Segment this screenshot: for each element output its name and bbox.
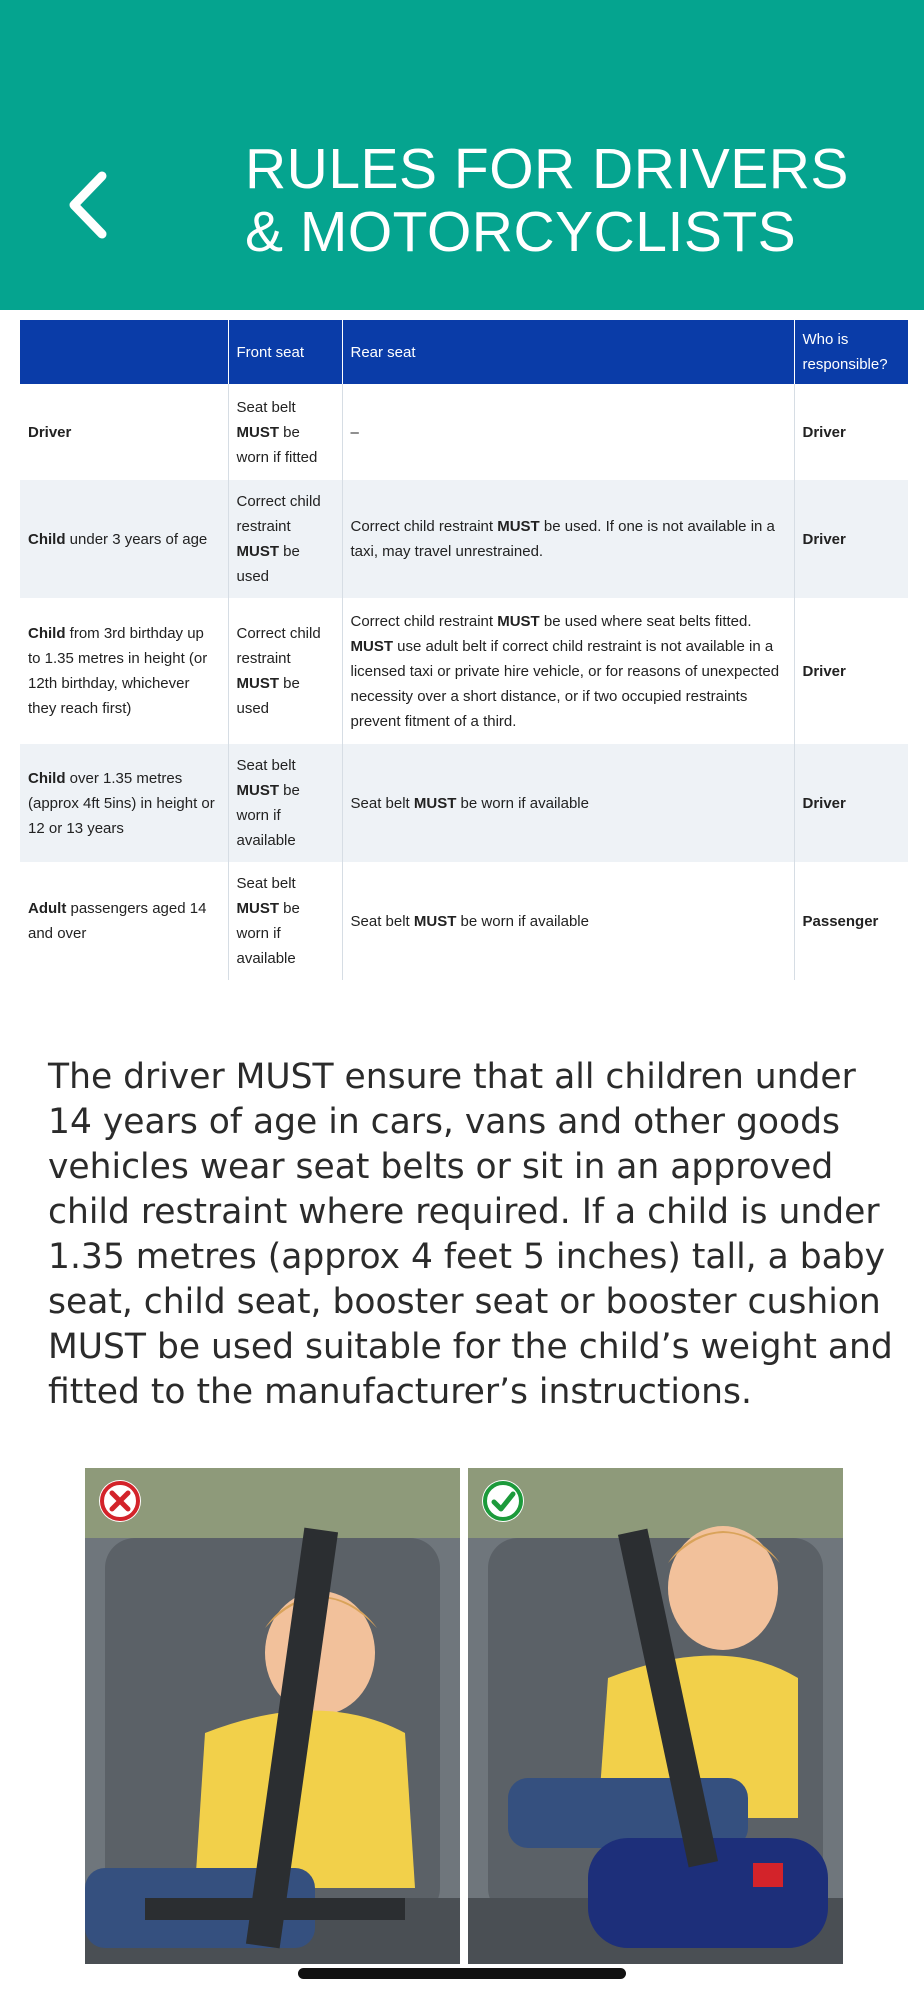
column-header-occupant	[20, 320, 228, 384]
responsible-cell: Passenger	[794, 862, 908, 980]
chevron-left-icon	[62, 168, 122, 243]
occupant-cell: Adult passengers aged 14 and over	[20, 862, 228, 980]
table-row	[20, 384, 908, 480]
correct-seating-photo	[468, 1468, 843, 1964]
front-seat-cell: Seat belt MUST be worn if available	[228, 862, 342, 980]
rear-seat-cell: Correct child restraint MUST be used. If one is not available in a taxi, may travel unrestrained.	[342, 480, 794, 598]
table-row	[20, 744, 908, 862]
table-row	[20, 598, 908, 744]
booster-seat-illustration	[85, 1468, 843, 1964]
column-header-rear-seat: Rear seat	[342, 320, 794, 384]
occupant-cell: Driver	[20, 384, 228, 480]
rear-seat-cell: Seat belt MUST be worn if available	[342, 862, 794, 980]
front-seat-cell: Correct child restraint MUST be used	[228, 598, 342, 744]
column-header-responsible: Who is responsible?	[794, 320, 908, 384]
back-button[interactable]	[62, 168, 122, 243]
responsible-cell: Driver	[794, 598, 908, 744]
occupant-cell: Child over 1.35 metres (approx 4ft 5ins) in height or 12 or 13 years	[20, 744, 228, 862]
front-seat-cell: Seat belt MUST be worn if fitted	[228, 384, 342, 480]
occupant-cell: Child from 3rd birthday up to 1.35 metres in height (or 12th birthday, whichever they reach first)	[20, 598, 228, 744]
responsible-cell: Driver	[794, 384, 908, 480]
responsible-cell: Driver	[794, 744, 908, 862]
home-indicator[interactable]	[298, 1968, 626, 1979]
rear-seat-cell: –	[342, 384, 794, 480]
app-header	[0, 0, 924, 310]
front-seat-cell: Seat belt MUST be worn if available	[228, 744, 342, 862]
responsible-cell: Driver	[794, 480, 908, 598]
column-header-front-seat: Front seat	[228, 320, 342, 384]
table-header-row	[20, 320, 908, 384]
table-row	[20, 480, 908, 598]
rear-seat-cell: Seat belt MUST be worn if available	[342, 744, 794, 862]
rear-seat-cell: Correct child restraint MUST be used where seat belts fitted. MUST use adult belt if correct child restraint is not available in a licensed taxi or private hire vehicle, or for reasons of unexpected necessity over a short distance, or if two occupied restraints prevent fitment of a third.	[342, 598, 794, 744]
page-title: RULES FOR DRIVERS & MOTORCYCLISTS	[245, 137, 849, 264]
occupant-cell: Child under 3 years of age	[20, 480, 228, 598]
seat-belt-table	[20, 320, 908, 980]
table-row	[20, 862, 908, 980]
front-seat-cell: Correct child restraint MUST be used	[228, 480, 342, 598]
check-circle-icon	[482, 1480, 524, 1522]
rule-paragraph: The driver MUST ensure that all children under 14 years of age in cars, vans and other goods vehicles wear seat belts or sit in an approved child restraint where required. If a child is under 1.35 metres (approx 4 feet 5 inches) tall, a baby seat, child seat, booster seat or booster cushion MUST be used suitable for the child’s weight and fitted to the manufacturer’s instructions.	[48, 1057, 893, 1412]
cross-circle-icon	[99, 1480, 141, 1522]
incorrect-seating-photo	[85, 1468, 460, 1964]
